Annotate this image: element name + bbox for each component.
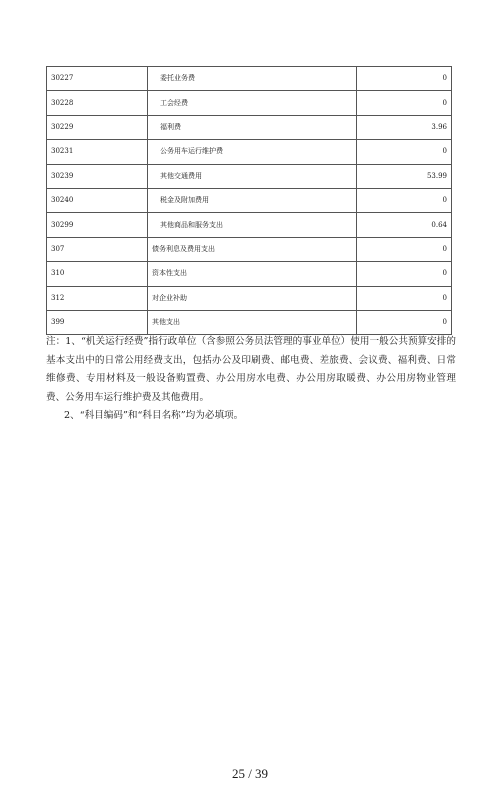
amount-cell: 0 <box>357 67 452 91</box>
subject-name-cell <box>148 237 357 261</box>
subject-code-cell: 399 <box>47 310 148 334</box>
amount-cell: 0 <box>357 310 452 334</box>
amount-cell: 53.99 <box>357 164 452 188</box>
table-row <box>47 115 452 139</box>
amount-cell: 3.96 <box>357 115 452 139</box>
subject-name-text: 其他支出 <box>152 318 180 327</box>
table-row <box>47 262 452 286</box>
subject-code-cell: 30240 <box>47 188 148 212</box>
page-number: 25 / 39 <box>231 766 269 781</box>
subject-name-text: 公务用车运行维护费 <box>160 147 223 156</box>
subject-name-cell <box>148 188 357 212</box>
table-row <box>47 213 452 237</box>
subject-code-cell: 30239 <box>47 164 148 188</box>
subject-code-cell: 30227 <box>47 67 148 91</box>
subject-code-cell: 30231 <box>47 140 148 164</box>
amount-cell: 0 <box>357 262 452 286</box>
subject-name-text: 其他商品和服务支出 <box>160 220 223 229</box>
subject-name-text: 对企业补助 <box>152 293 187 302</box>
table-row <box>47 140 452 164</box>
subject-name-text: 福利费 <box>160 122 181 131</box>
table-row <box>47 91 452 115</box>
amount-cell: 0 <box>357 286 452 310</box>
subject-name-text: 税金及附加费用 <box>160 196 209 205</box>
expenditure-table-body <box>47 67 452 335</box>
subject-code-cell: 312 <box>47 286 148 310</box>
subject-code-cell: 30299 <box>47 213 148 237</box>
subject-name-cell <box>148 67 357 91</box>
table-row <box>47 188 452 212</box>
table-row <box>47 310 452 334</box>
subject-name-cell <box>148 164 357 188</box>
expenditure-table-container <box>46 66 452 335</box>
amount-cell: 0 <box>357 237 452 261</box>
subject-code-cell: 30229 <box>47 115 148 139</box>
expenditure-table <box>46 66 452 335</box>
subject-name-cell <box>148 140 357 164</box>
subject-code-cell: 307 <box>47 237 148 261</box>
subject-name-cell <box>148 115 357 139</box>
amount-cell: 0 <box>357 140 452 164</box>
subject-name-text: 工会经费 <box>160 98 188 107</box>
subject-name-text: 其他交通费用 <box>160 171 202 180</box>
amount-cell: 0 <box>357 91 452 115</box>
amount-cell: 0 <box>357 188 452 212</box>
subject-code-cell: 30228 <box>47 91 148 115</box>
subject-code-cell: 310 <box>47 262 148 286</box>
note-1: 注：1、“机关运行经费”指行政单位（含参照公务员法管理的事业单位）使用一般公共预算安排的基本支出中的日常公用经费支出，包括办公及印刷费、邮电费、差旅费、会议费、福利费、日常维修费、专用材料及一般设备购置费、办公用房水电费、办公用房取暖费、办公用房物业管理费、公务用车运行维护费及其他费用。 <box>46 336 456 403</box>
subject-name-cell <box>148 262 357 286</box>
note-2: 2、“科目编码”和“科目名称”均为必填项。 <box>64 410 244 421</box>
subject-name-cell <box>148 310 357 334</box>
subject-name-text: 委托业务费 <box>160 74 195 83</box>
subject-name-text: 债务利息及费用支出 <box>152 244 215 253</box>
table-row <box>47 286 452 310</box>
notes-section <box>46 333 456 426</box>
table-row <box>47 237 452 261</box>
subject-name-cell <box>148 286 357 310</box>
table-row <box>47 164 452 188</box>
amount-cell: 0.64 <box>357 213 452 237</box>
subject-name-cell <box>148 91 357 115</box>
table-row <box>47 67 452 91</box>
subject-name-cell <box>148 213 357 237</box>
subject-name-text: 资本性支出 <box>152 269 187 278</box>
